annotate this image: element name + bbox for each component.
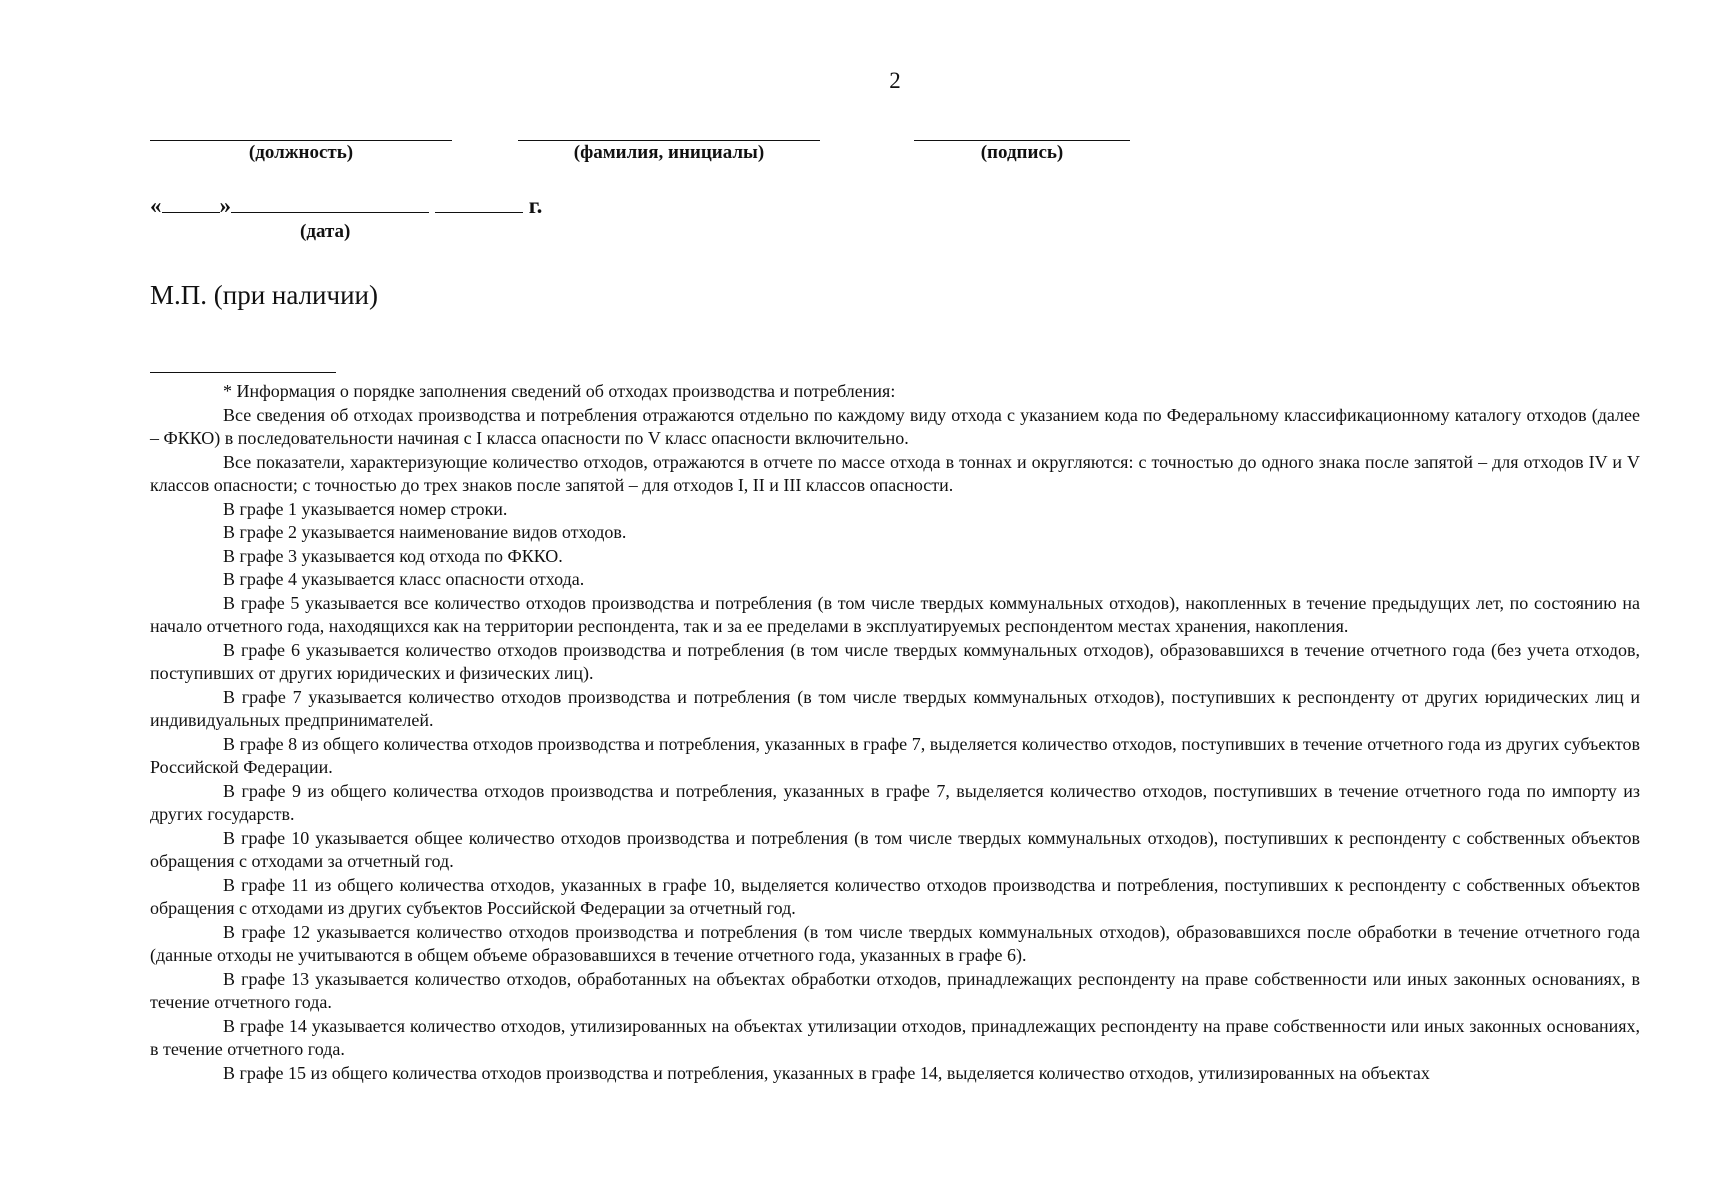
footnote-rule <box>150 372 336 373</box>
note-paragraph: В графе 10 указывается общее количество отходов производства и потребления (в том числе твердых коммунальных отходов), поступивших к респонденту с собственных объектов обращения с отходами за отчетный год. <box>150 827 1640 871</box>
signature-line <box>914 140 1130 141</box>
note-paragraph: В графе 3 указывается код отхода по ФККО. <box>223 545 563 566</box>
date-day-blank <box>162 194 220 213</box>
date-label: (дата) <box>300 221 351 242</box>
note-paragraph: В графе 2 указывается наименование видов отходов. <box>223 522 627 542</box>
stamp-text: М.П. (при наличии) <box>150 280 378 310</box>
date-month-blank <box>231 194 429 213</box>
note-paragraph: В графе 1 указывается номер строки. <box>223 498 508 519</box>
footnote-notes <box>150 380 1640 1085</box>
note-paragraph: Все сведения об отходах производства и потребления отражаются отдельно по каждому виду отхода с указанием кода по Федеральному классификационному каталогу отходов (далее – ФККО) в последовательности начиная с I класса опасности по V класс опасности включительно. <box>150 404 1640 448</box>
page-number: 2 <box>889 68 901 93</box>
name-line <box>518 140 820 141</box>
note-paragraph: В графе 14 указывается количество отходов, утилизированных на объектах утилизации отходов, принадлежащих респонденту на праве собственности или иных законных основаниях, в течение отчетного года. <box>150 1015 1640 1059</box>
note-paragraph: Все показатели, характеризующие количество отходов, отражаются в отчете по массе отхода в тоннах и округляются: с точностью до одного знака после запятой – для отходов IV и V классов опасности; с точностью до трех знаков после запятой – для отходов I, II и III классов опасности. <box>150 451 1641 495</box>
note-paragraph: В графе 11 из общего количества отходов, указанных в графе 10, выделяется количество отходов производства и потребления, поступивших к респонденту с собственных объектов обращения с отходами из других субъектов Российской Федерации за отчетный год. <box>150 874 1640 918</box>
position-label: (должность) <box>248 142 354 163</box>
date-open-quote: « <box>150 193 162 218</box>
note-paragraph: В графе 13 указывается количество отходов, обработанных на объектах обработки отходов, принадлежащих респонденту на праве собственности или иных законных основаниях, в течение отчетного года. <box>150 968 1640 1012</box>
note-paragraph: В графе 5 указывается все количество отходов производства и потребления (в том числе твердых коммунальных отходов), накопленных в течение предыдущих лет, по состоянию на начало отчетного года, находящихся как на территории респондента, так и за ее пределами в эксплуатируемых респондентом местах хранения, накопления. <box>150 592 1640 636</box>
note-paragraph: В графе 12 указывается количество отходов производства и потребления (в том числе твердых коммунальных отходов), образовавшихся после обработки в течение отчетного года (данные отходы не учитываются в общем объеме образовавшихся в течение отчетного года, указанных в графе 6). <box>150 921 1640 965</box>
note-paragraph: В графе 8 из общего количества отходов производства и потребления, указанных в графе 7, выделяется количество отходов, поступивших в течение отчетного года из других субъектов Российской Федерации. <box>150 733 1640 777</box>
note-paragraph: В графе 7 указывается количество отходов производства и потребления (в том числе твердых коммунальных отходов), поступивших к респонденту от других юридических лиц и индивидуальных предпринимателей. <box>150 686 1640 730</box>
footnote-title: * Информация о порядке заполнения сведений об отходах производства и потребления: <box>223 381 896 401</box>
note-paragraph: В графе 15 из общего количества отходов производства и потребления, указанных в графе 14, выделяется количество отходов, утилизированных на объектах <box>223 1062 1430 1083</box>
date-year-suffix: г. <box>528 193 543 218</box>
note-paragraph: В графе 4 указывается класс опасности отхода. <box>223 569 585 589</box>
signature-label: (подпись) <box>980 142 1064 163</box>
date-close-quote: » <box>219 193 231 218</box>
position-line <box>150 140 452 141</box>
date-row <box>150 193 542 219</box>
note-paragraph: В графе 6 указывается количество отходов производства и потребления (в том числе твердых коммунальных отходов), образовавшихся в течение отчетного года (без учета отходов, поступивших от других юридических и физических лиц). <box>150 639 1640 683</box>
name-label: (фамилия, инициалы) <box>573 142 765 163</box>
date-year-blank <box>435 194 523 213</box>
note-paragraph: В графе 9 из общего количества отходов производства и потребления, указанных в графе 7, выделяется количество отходов, поступивших в течение отчетного года по импорту из других государств. <box>150 780 1640 824</box>
